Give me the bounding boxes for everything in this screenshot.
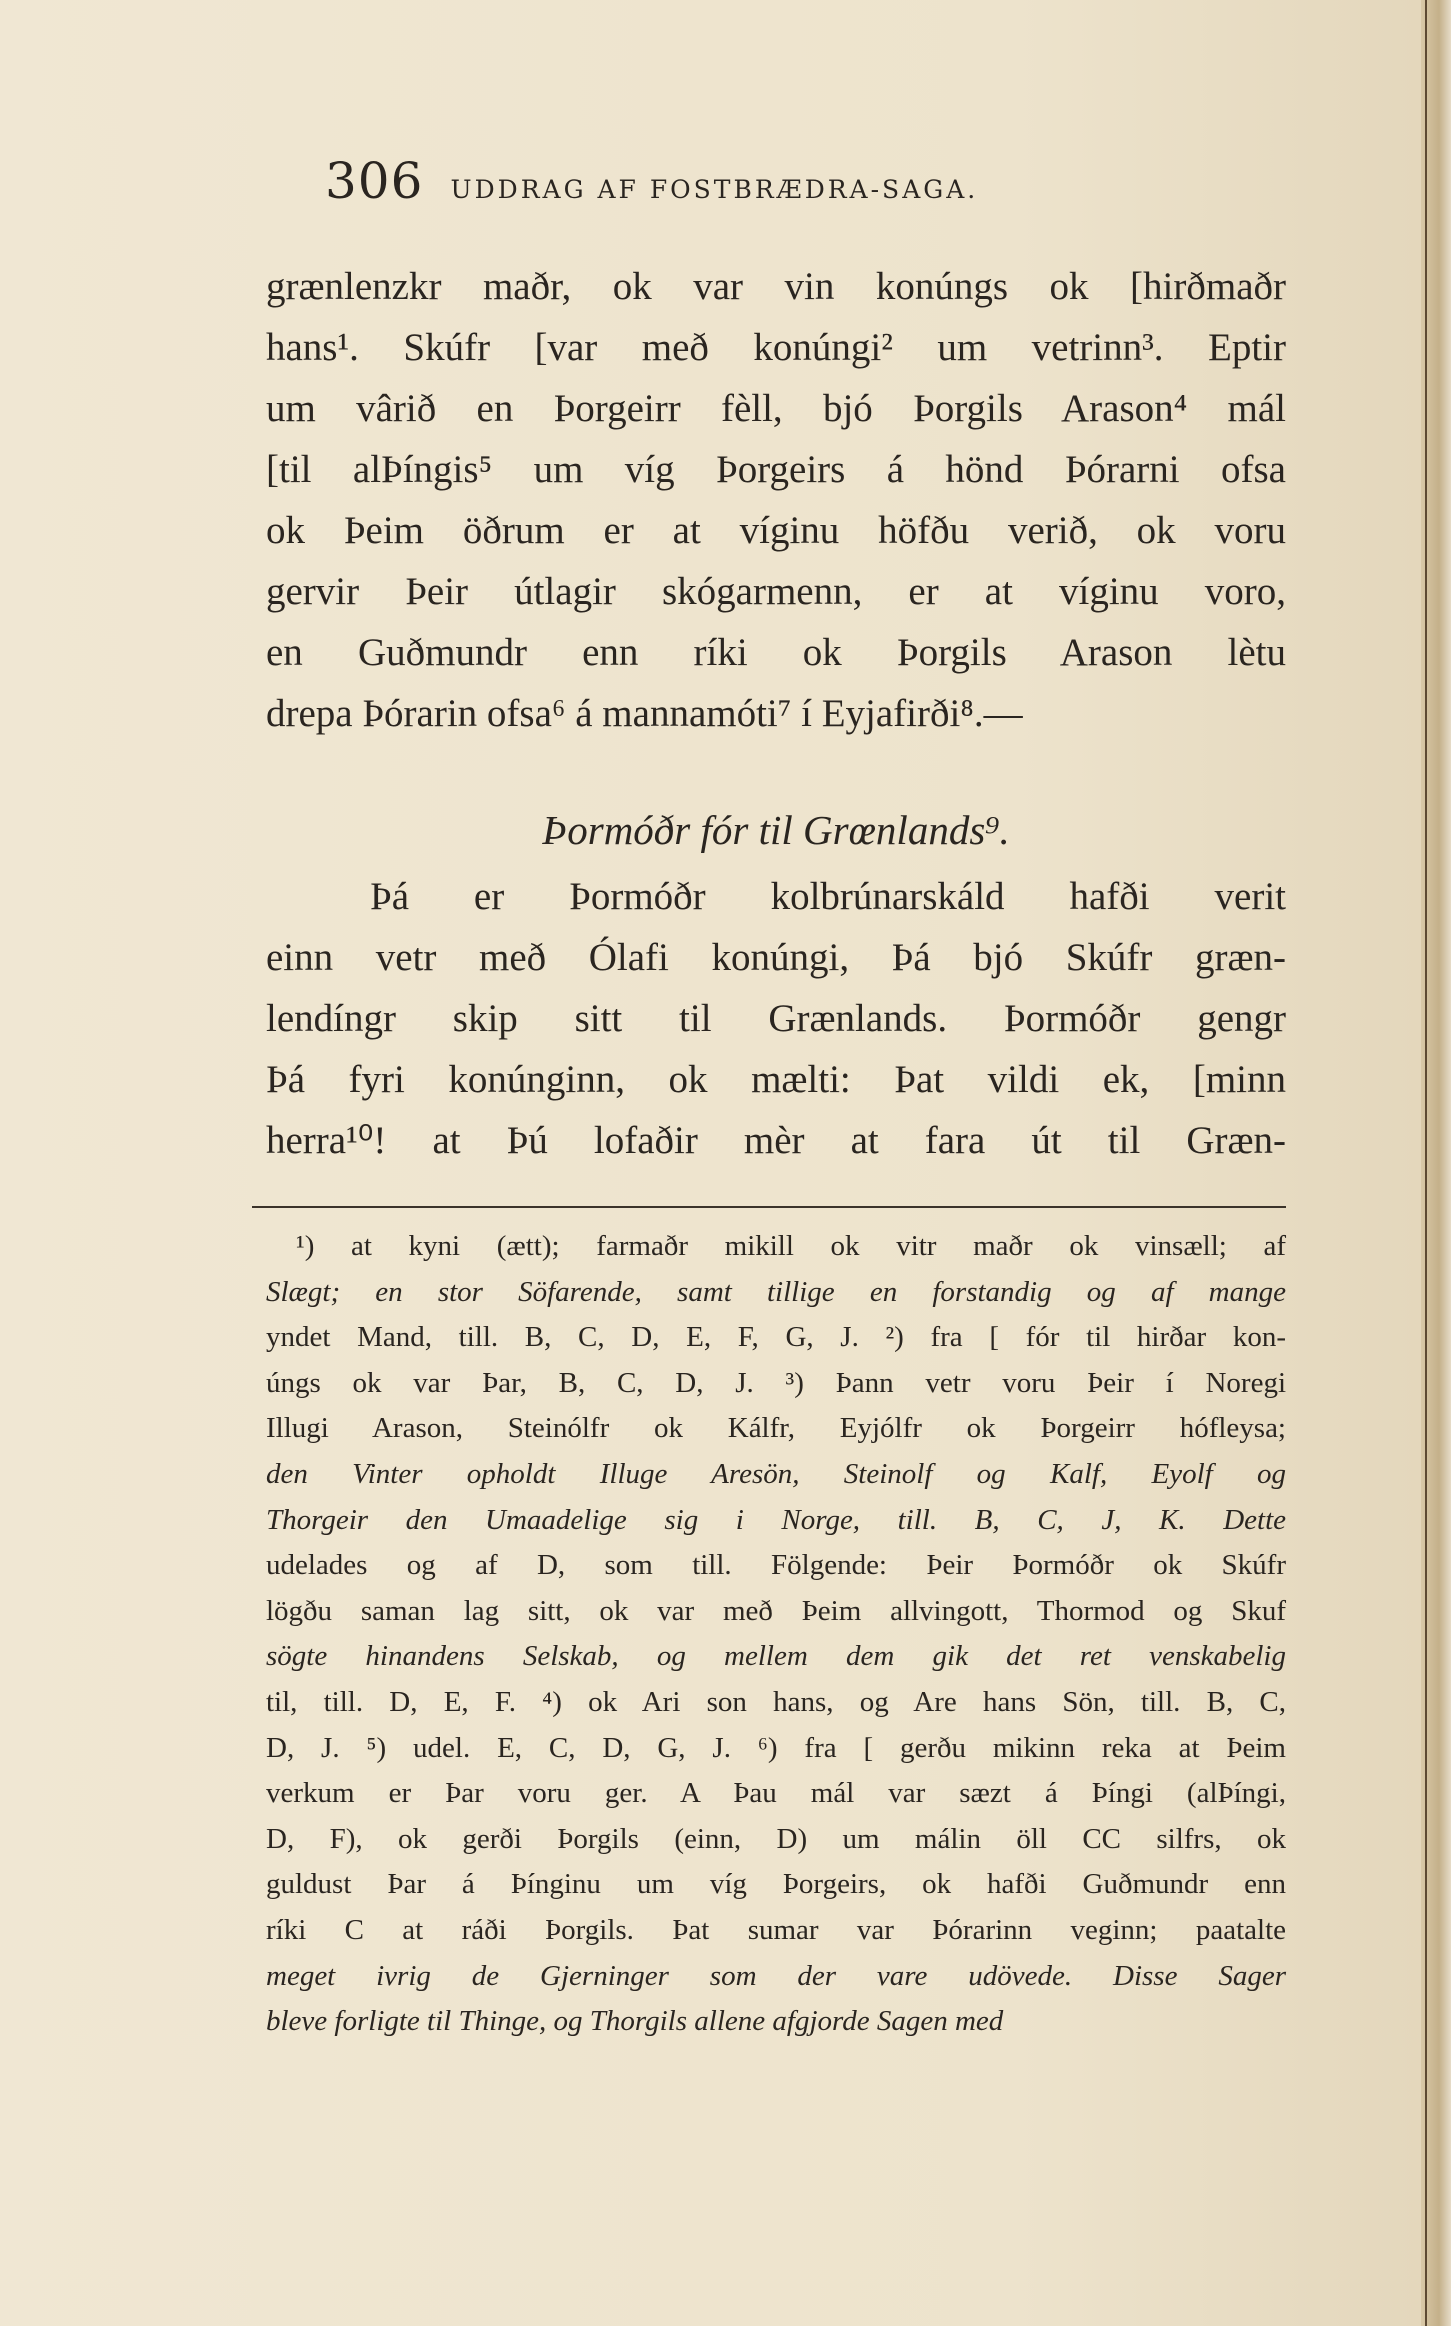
binding-shadow-line: [1425, 0, 1427, 2326]
text-line: lendíngr skip sitt til Grænlands. Þormóðr gengr: [266, 997, 1286, 1040]
footnote-line: udelades og af D, som till. Fölgende: Þeir Þormóðr ok Skúfr: [266, 1549, 1286, 1582]
footnote-line: ríki C at ráði Þorgils. Þat sumar var Þórarinn veginn; paatalte: [266, 1913, 1286, 1946]
footnote-rule: [252, 1206, 1286, 1208]
footnote-line: D, J. ⁵) udel. E, C, D, G, J. ⁶) fra [ gerðu mikinn reka at Þeim: [266, 1731, 1286, 1764]
footnote-line: den Vinter opholdt Illuge Aresön, Steinolf og Kalf, Eyolf og: [266, 1457, 1286, 1490]
text-line: Þá fyri konúnginn, ok mælti: Þat vildi ek, [minn: [266, 1058, 1286, 1101]
footnote-line: verkum er Þar voru ger. A Þau mál var sæzt á Þíngi (alÞíngi,: [266, 1777, 1286, 1810]
section-spacer: [266, 744, 1286, 794]
page-number: 306: [325, 152, 424, 210]
footnote-line: meget ivrig de Gjerninger som der vare udövede. Disse Sager: [266, 1959, 1286, 1992]
text-line: en Guðmundr enn ríki ok Þorgils Arason lètu: [266, 631, 1286, 674]
footnote-line: úngs ok var Þar, B, C, D, J. ³) Þann vetr voru Þeir í Noregi: [266, 1366, 1286, 1399]
footnote-line: yndet Mand, till. B, C, D, E, F, G, J. ²) fra [ fór til hirðar kon-: [266, 1321, 1286, 1354]
footnote-line: til, till. D, E, F. ⁴) ok Ari son hans, og Are hans Sön, till. B, C,: [266, 1685, 1286, 1718]
text-line: gervir Þeir útlagir skógarmenn, er at víginu voro,: [266, 570, 1286, 613]
footnote-line: bleve forligte til Thinge, og Thorgils allene afgjorde Sagen med: [266, 2005, 1004, 2038]
footnote-line: Illugi Arason, Steinólfr ok Kálfr, Eyjólfr ok Þorgeirr hófleysa;: [266, 1412, 1286, 1445]
text-line: einn vetr með Ólafi konúngi, Þá bjó Skúfr græn-: [266, 936, 1286, 979]
text-line: drepa Þórarin ofsa⁶ á mannamóti⁷ í Eyjafirði⁸.—: [266, 692, 1023, 735]
footnote-line: D, F), ok gerði Þorgils (einn, D) um málin öll CC silfrs, ok: [266, 1822, 1286, 1855]
text-line: [til alÞíngis⁵ um víg Þorgeirs á hönd Þórarni ofsa: [266, 448, 1286, 491]
footnote-line: guldust Þar á Þínginu um víg Þorgeirs, ok hafði Guðmundr enn: [266, 1868, 1286, 1901]
section-title: Þormóðr fór til Grœnlands⁹.: [542, 807, 1010, 853]
running-head: UDDRAG AF FOSTBRÆDRA-SAGA.: [450, 175, 979, 204]
text-line: hans¹. Skúfr [var með konúngi² um vetrinn³. Eptir: [266, 326, 1286, 369]
text-line: herra¹⁰! at Þú lofaðir mèr at fara út til Græn-: [266, 1119, 1286, 1162]
main-text: [266, 256, 1286, 1171]
text-line: Þá er Þormóðr kolbrúnarskáld hafði verit: [370, 875, 1286, 918]
footnote-line: Thorgeir den Umaadelige sig i Norge, till. B, C, J, K. Dette: [266, 1503, 1286, 1536]
footnotes: [266, 1224, 1286, 2045]
text-line: ok Þeim öðrum er at víginu höfðu verið, ok voru: [266, 509, 1286, 552]
page-header: [325, 152, 1325, 222]
footnote-line: sögte hinandens Selskab, og mellem dem gik det ret venskabelig: [266, 1640, 1286, 1673]
text-line: grænlenzkr maðr, ok var vin konúngs ok [hirðmaðr: [266, 265, 1286, 308]
footnote-line: lögðu saman lag sitt, ok var með Þeim allvingott, Thormod og Skuf: [266, 1594, 1286, 1627]
text-line: um vârið en Þorgeirr fèll, bjó Þorgils Arason⁴ mál: [266, 387, 1286, 430]
footnote-line: Slægt; en stor Söfarende, samt tillige en forstandig og af mange: [266, 1275, 1286, 1308]
footnote-line: ¹) at kyni (ætt); farmaðr mikill ok vitr maðr ok vinsæll; af: [296, 1230, 1286, 1262]
